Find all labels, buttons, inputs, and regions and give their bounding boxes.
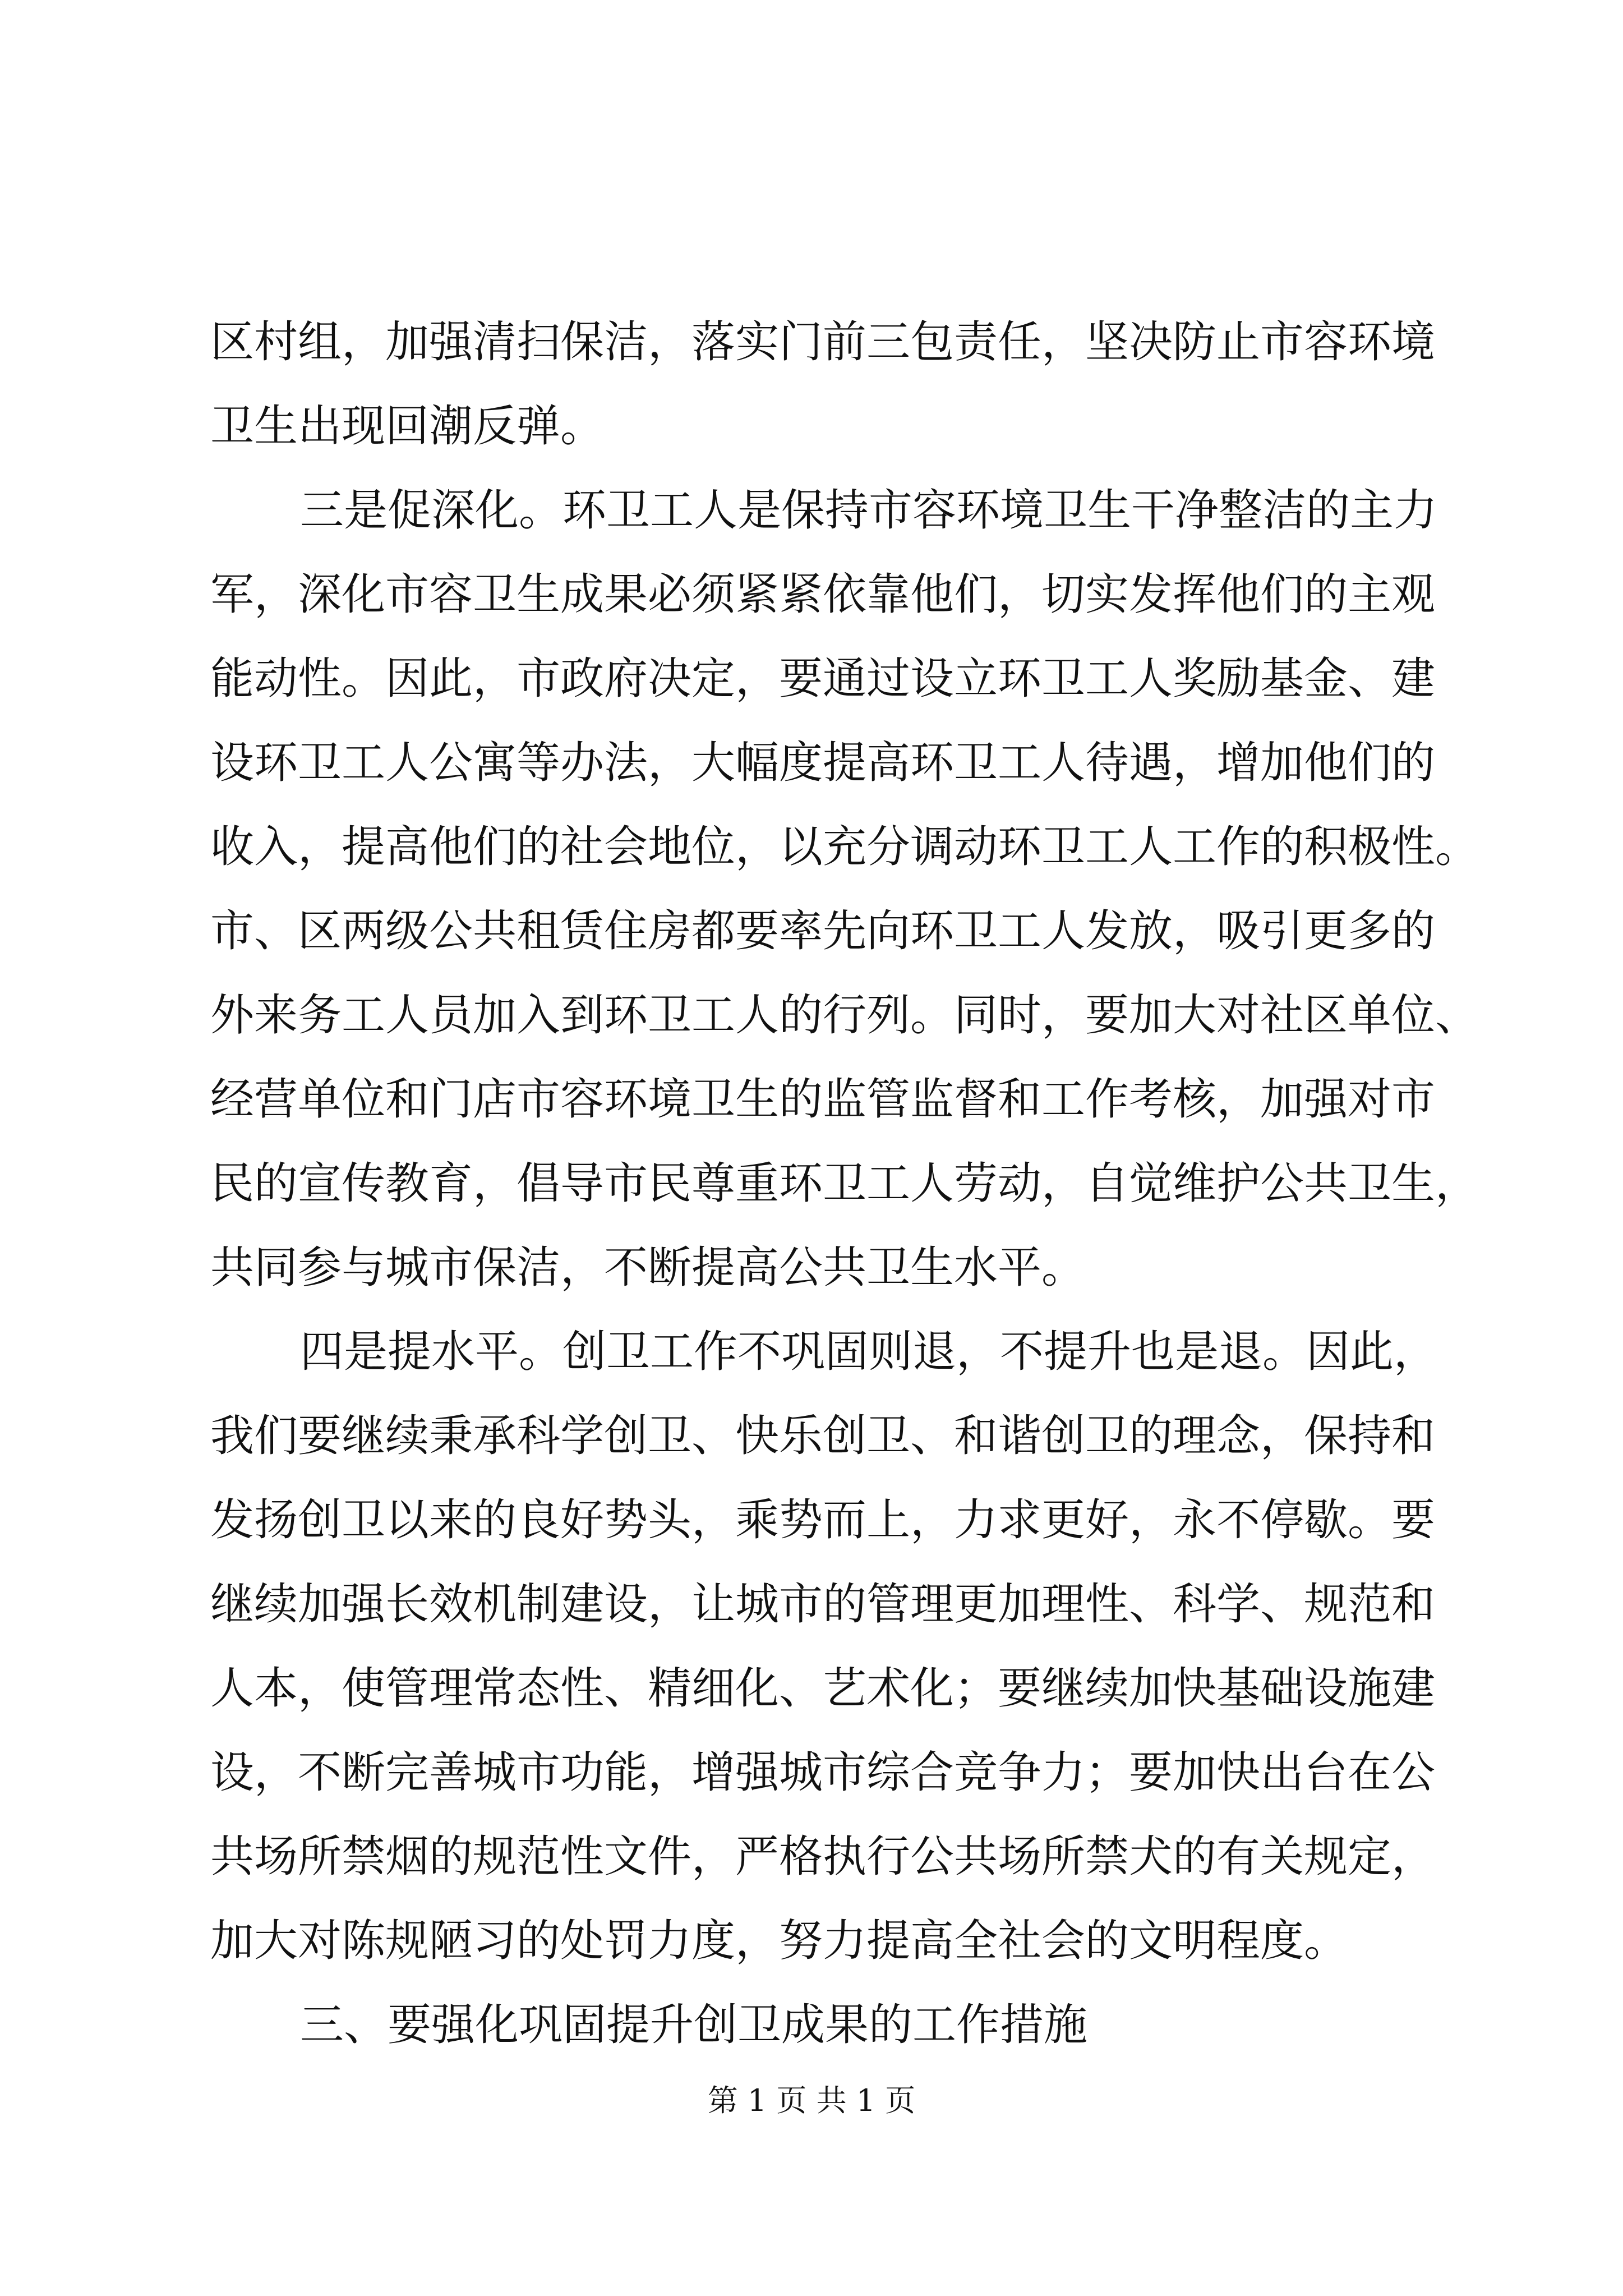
text-line: 军，深化市容卫生成果必须紧紧依靠他们，切实发挥他们的主观 <box>210 569 1436 620</box>
text-line: 发扬创卫以来的良好势头，乘势而上，力求更好，永不停歇。要 <box>210 1495 1436 1545</box>
text-line: 区村组，加强清扫保洁，落实门前三包责任，坚决防止市容环境 <box>210 317 1436 367</box>
text-line: 设环卫工人公寓等办法，大幅度提高环卫工人待遇，增加他们的 <box>210 738 1436 788</box>
paragraph-start-line: 三是促深化。环卫工人是保持市容环境卫生干净整洁的主力 <box>300 485 1438 536</box>
text-line: 共场所禁烟的规范性文件，严格执行公共场所禁犬的有关规定， <box>210 1832 1436 1882</box>
text-line: 民的宣传教育，倡导市民尊重环卫工人劳动，自觉维护公共卫生， <box>210 1158 1479 1209</box>
text-line: 继续加强长效机制建设，让城市的管理更加理性、科学、规范和 <box>210 1579 1436 1630</box>
text-line: 收入，提高他们的社会地位，以充分调动环卫工人工作的积极性。 <box>210 822 1479 872</box>
section-heading: 三、要强化巩固提升创卫成果的工作措施 <box>300 2000 1088 2050</box>
paragraph-start-line: 四是提水平。创卫工作不巩固则退，不提升也是退。因此， <box>300 1327 1438 1377</box>
text-line: 我们要继续秉承科学创卫、快乐创卫、和谐创卫的理念，保持和 <box>210 1411 1436 1461</box>
text-line: 市、区两级公共租赁住房都要率先向环卫工人发放，吸引更多的 <box>210 906 1436 956</box>
text-line: 设，不断完善城市功能，增强城市综合竞争力；要加快出台在公 <box>210 1747 1436 1798</box>
page-footer: 第 1 页 共 1 页 <box>707 2083 916 2118</box>
text-line: 经营单位和门店市容环境卫生的监管监督和工作考核，加强对市 <box>210 1074 1436 1125</box>
text-line: 人本，使管理常态性、精细化、艺术化；要继续加快基础设施建 <box>210 1663 1436 1714</box>
text-line: 共同参与城市保洁，不断提高公共卫生水平。 <box>210 1243 1086 1293</box>
text-line: 能动性。因此，市政府决定，要通过设立环卫工人奖励基金、建 <box>210 654 1436 704</box>
text-line: 加大对陈规陋习的处罚力度，努力提高全社会的文明程度。 <box>210 1916 1348 1966</box>
text-line: 卫生出现回潮反弹。 <box>210 401 605 452</box>
text-line: 外来务工人员加入到环卫工人的行列。同时，要加大对社区单位、 <box>210 990 1479 1041</box>
